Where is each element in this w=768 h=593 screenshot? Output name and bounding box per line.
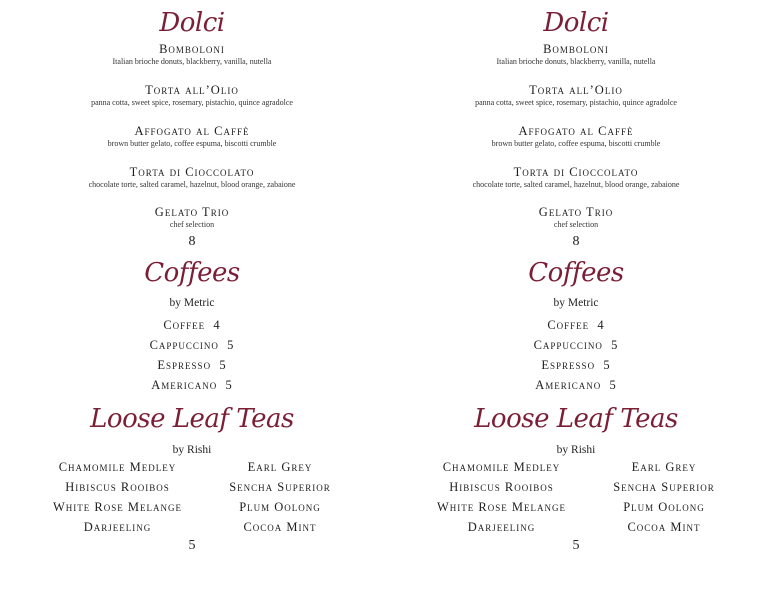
coffee-item-name: Americano xyxy=(535,378,602,392)
dolci-item-desc: brown butter gelato, coffee espuma, biscotti crumble xyxy=(107,139,277,148)
dolci-price: 8 xyxy=(572,234,580,249)
menu-panel-right xyxy=(384,0,768,593)
dolci-item-name: Torta all’Olio xyxy=(145,83,239,97)
dolci-item-desc: panna cotta, sweet spice, rosemary, pistachio, quince agradolce xyxy=(475,98,677,107)
teas-title: Loose Leaf Teas xyxy=(474,404,678,434)
dolci-item-name: Torta di Cioccolato xyxy=(129,165,255,179)
dolci-item-desc: chef selection xyxy=(169,220,215,229)
tea-item: Sencha Superior xyxy=(229,480,331,494)
teas-title: Loose Leaf Teas xyxy=(90,404,294,434)
coffees-title: Coffees xyxy=(528,258,624,288)
teas-price: 5 xyxy=(188,538,196,553)
coffee-item-name: Americano xyxy=(151,378,218,392)
dolci-item-name: Gelato Trio xyxy=(538,205,614,219)
coffee-item-name: Espresso xyxy=(541,358,596,372)
coffees-title: Coffees xyxy=(144,258,240,288)
tea-item: White Rose Melange xyxy=(437,500,566,514)
dolci-price: 8 xyxy=(188,234,196,249)
dolci-item-desc: Italian brioche donuts, blackberry, vanilla, nutella xyxy=(112,57,272,66)
coffee-item-name: Cappuccino xyxy=(149,338,219,352)
coffee-item-price: 5 xyxy=(219,358,227,372)
coffee-item xyxy=(384,358,768,373)
dolci-item-name: Torta di Cioccolato xyxy=(513,165,639,179)
coffee-item-price: 4 xyxy=(597,318,605,332)
coffees-by: by Metric xyxy=(169,297,215,309)
coffee-item xyxy=(384,338,768,353)
coffee-item xyxy=(0,358,384,373)
tea-item: Earl Grey xyxy=(631,460,697,474)
tea-item: Earl Grey xyxy=(247,460,313,474)
tea-item: Chamomile Medley xyxy=(58,460,177,474)
dolci-item-name: Affogato al Caffè xyxy=(518,124,634,138)
coffee-item xyxy=(0,338,384,353)
dolci-item-desc: brown butter gelato, coffee espuma, biscotti crumble xyxy=(491,139,661,148)
dolci-item-desc: panna cotta, sweet spice, rosemary, pistachio, quince agradolce xyxy=(91,98,293,107)
dolci-item-name: Torta all’Olio xyxy=(529,83,623,97)
dolci-item-desc: chef selection xyxy=(553,220,599,229)
tea-item: White Rose Melange xyxy=(53,500,182,514)
dolci-item-name: Affogato al Caffè xyxy=(134,124,250,138)
coffee-item-price: 5 xyxy=(611,338,619,352)
coffee-item-name: Coffee xyxy=(547,318,590,332)
tea-item: Cocoa Mint xyxy=(627,520,701,534)
dolci-item-name: Bomboloni xyxy=(159,42,225,56)
coffee-item xyxy=(0,318,384,333)
coffee-item-name: Espresso xyxy=(157,358,212,372)
tea-item: Sencha Superior xyxy=(613,480,715,494)
tea-item: Darjeeling xyxy=(83,520,152,534)
coffee-item-price: 5 xyxy=(609,378,617,392)
coffee-item-price: 5 xyxy=(603,358,611,372)
tea-item: Plum Oolong xyxy=(239,500,321,514)
tea-item: Chamomile Medley xyxy=(442,460,561,474)
tea-item: Hibiscus Rooibos xyxy=(65,480,170,494)
dolci-item-name: Bomboloni xyxy=(543,42,609,56)
teas-by: by Rishi xyxy=(556,444,596,456)
coffee-item-price: 4 xyxy=(213,318,221,332)
dolci-item-name: Gelato Trio xyxy=(154,205,230,219)
coffee-item-price: 5 xyxy=(227,338,235,352)
coffee-item-price: 5 xyxy=(225,378,233,392)
coffee-item xyxy=(0,378,384,393)
dolci-item-desc: chocolate torte, salted caramel, hazelnut, blood orange, zabaione xyxy=(472,180,680,189)
tea-item: Cocoa Mint xyxy=(243,520,317,534)
tea-item: Darjeeling xyxy=(467,520,536,534)
coffee-item xyxy=(384,378,768,393)
coffee-item-name: Cappuccino xyxy=(533,338,603,352)
dolci-title: Dolci xyxy=(159,8,225,38)
coffee-item-name: Coffee xyxy=(163,318,206,332)
tea-item: Plum Oolong xyxy=(623,500,705,514)
teas-by: by Rishi xyxy=(172,444,212,456)
dolci-title: Dolci xyxy=(543,8,609,38)
dolci-item-desc: Italian brioche donuts, blackberry, vanilla, nutella xyxy=(496,57,656,66)
dolci-item-desc: chocolate torte, salted caramel, hazelnut, blood orange, zabaione xyxy=(88,180,296,189)
coffee-item xyxy=(384,318,768,333)
coffees-by: by Metric xyxy=(553,297,599,309)
teas-price: 5 xyxy=(572,538,580,553)
tea-item: Hibiscus Rooibos xyxy=(449,480,554,494)
